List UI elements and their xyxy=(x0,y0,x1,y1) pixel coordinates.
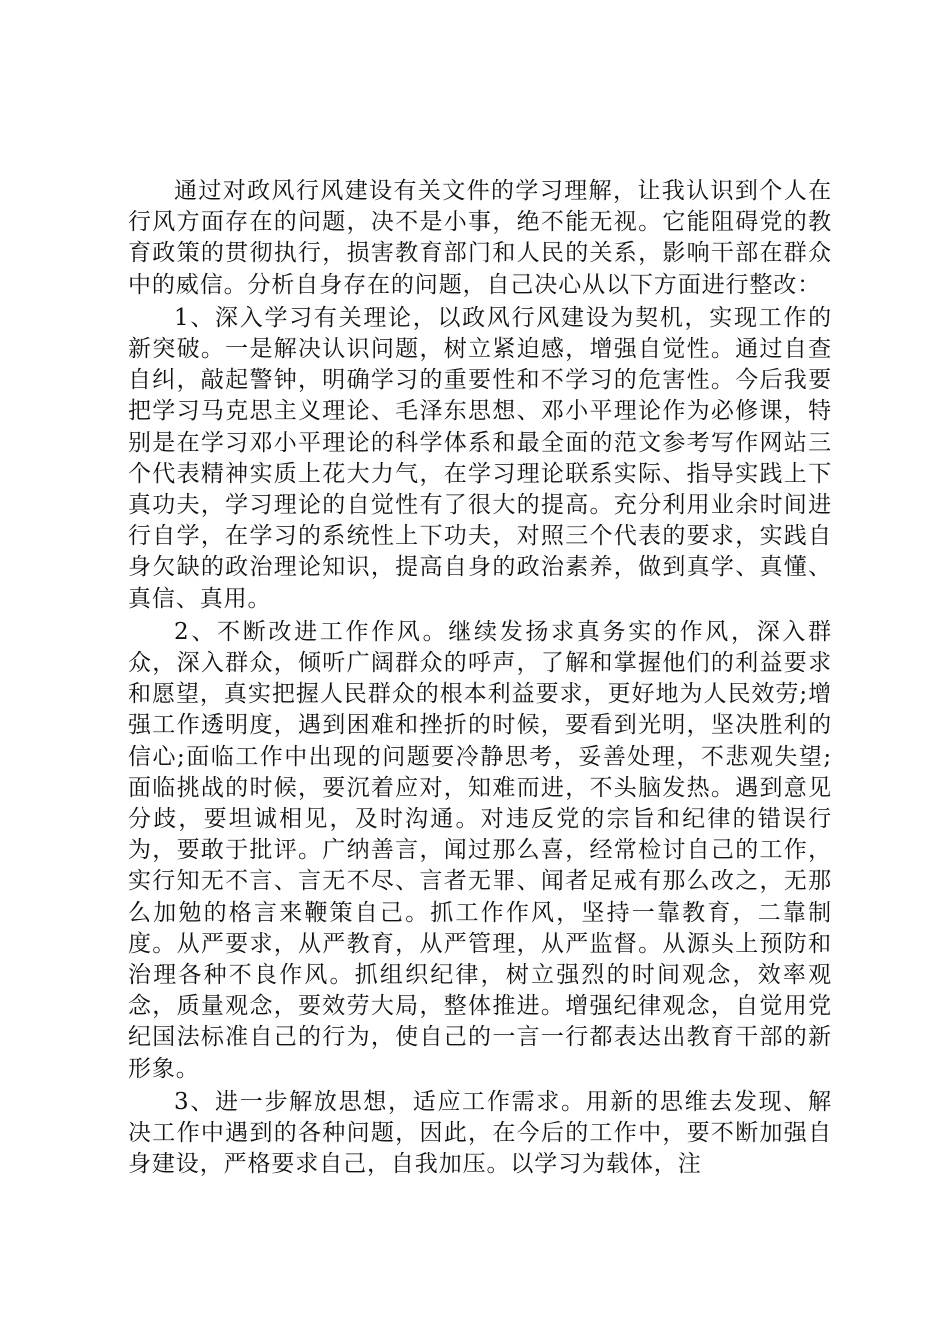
intro-paragraph: 通过对政风行风建设有关文件的学习理解，让我认识到个人在行风方面存在的问题，决不是小事，绝不能无视。它能阻碍党的教育政策的贯彻执行，损害教育部门和人民的关系，影响干部在群众中的威信。分析自身存在的问题，自己决心从以下方面进行整改： xyxy=(128,178,832,298)
paragraph-item-3: 3、进一步解放思想，适应工作需求。用新的思维去发现、解决工作中遇到的各种问题，因此，在今后的工作中，要不断加强自身建设，严格要求自己，自我加压。以学习为载体，注 xyxy=(128,1088,832,1178)
paragraph-item-2: 2、不断改进工作作风。继续发扬求真务实的作风，深入群众，深入群众，倾听广阔群众的呼声，了解和掌握他们的利益要求和愿望，真实把握人民群众的根本利益要求，更好地为人民效劳;增强工作透明度，遇到困难和挫折的时候，要看到光明，坚决胜利的信心;面临工作中出现的问题要冷静思考，妥善处理，不悲观失望;面临挑战的时候，要沉着应对，知难而进，不头脑发热。遇到意见分歧，要坦诚相见，及时沟通。对违反党的宗旨和纪律的错误行为，要敢于批评。广纳善言，闻过那么喜，经常检讨自己的工作，实行知无不言、言无不尽、言者无罪、闻者足戒有那么改之，无那么加勉的格言来鞭策自己。抓工作作风，坚持一靠教育，二靠制度。从严要求，从严教育，从严管理，从严监督。从源头上预防和治理各种不良作风。抓组织纪律，树立强烈的时间观念，效率观念，质量观念，要效劳大局，整体推进。增强纪律观念，自觉用党纪国法标准自己的行为，使自己的一言一行都表达出教育干部的新形象。 xyxy=(128,618,832,1082)
document-body xyxy=(128,176,832,1183)
paragraph-item-1: 1、深入学习有关理论，以政风行风建设为契机，实现工作的新突破。一是解决认识问题，树立紧迫感，增强自觉性。通过自查自纠，敲起警钟，明确学习的重要性和不学习的危害性。今后我要把学习马克思主义理论、毛泽东思想、邓小平理论作为必修课，特别是在学习邓小平理论的科学体系和最全面的范文参考写作网站三个代表精神实质上花大力气，在学习理论联系实际、指导实践上下真功夫，学习理论的自觉性有了很大的提高。充分利用业余时间进行自学，在学习的系统性上下功夫，对照三个代表的要求，实践自身欠缺的政治理论知识，提高自身的政治素养，做到真学、真懂、真信、真用。 xyxy=(128,304,832,612)
